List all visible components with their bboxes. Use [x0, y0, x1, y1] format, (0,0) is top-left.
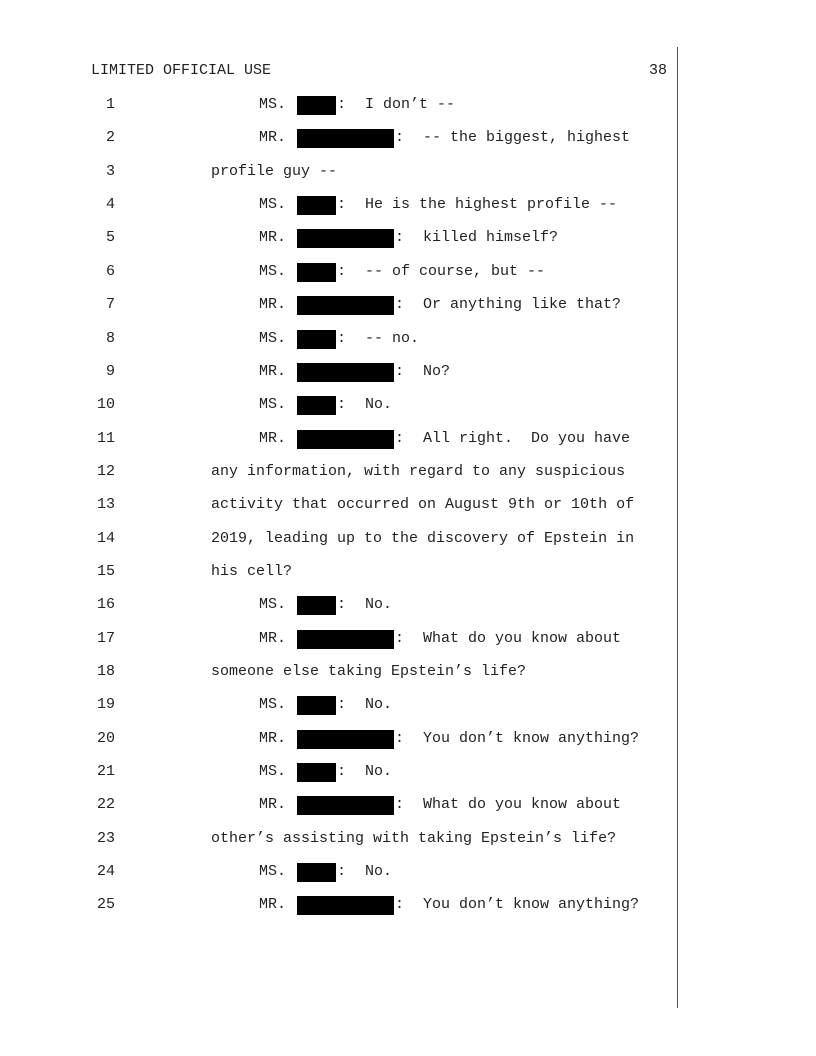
utterance-text: I don’t -- — [365, 96, 456, 113]
redaction-box — [297, 196, 336, 215]
transcript-line — [0, 196, 816, 220]
speaker-title: MS. — [259, 763, 287, 780]
redaction-box — [297, 730, 394, 749]
transcript-line — [0, 563, 816, 587]
line-number: 6 — [105, 262, 115, 280]
speaker-colon: : — [395, 629, 405, 647]
transcript-line — [0, 896, 816, 920]
transcript-line — [0, 796, 816, 820]
transcript-line — [0, 830, 816, 854]
redaction-box — [297, 630, 394, 649]
speaker-colon: : — [395, 896, 405, 914]
transcript-line — [0, 696, 816, 720]
continuation-text: other’s assisting with taking Epstein’s life? — [211, 829, 617, 847]
line-number: 20 — [96, 729, 115, 747]
transcript-line — [0, 763, 816, 787]
line-number: 16 — [96, 596, 115, 614]
utterance-text: What do you know about — [423, 629, 622, 647]
speaker-title: MR. — [259, 896, 287, 914]
line-number: 19 — [96, 696, 115, 714]
speaker-title: MS. — [259, 863, 287, 881]
transcript-line — [0, 396, 816, 420]
line-number: 4 — [105, 196, 115, 214]
speaker-title: MS. — [259, 696, 287, 714]
speaker-title: MR. — [259, 729, 287, 747]
redaction-box — [297, 330, 336, 349]
speaker-colon: : — [337, 262, 347, 280]
speaker-title: MR. — [259, 429, 287, 447]
utterance-text: No? — [423, 362, 451, 380]
line-number: 18 — [96, 663, 115, 680]
speaker-colon: : — [395, 796, 405, 814]
line-number: 17 — [96, 629, 115, 647]
speaker-title: MS. — [259, 196, 287, 214]
redaction-box — [297, 96, 336, 115]
line-number: 10 — [96, 396, 115, 414]
speaker-title: MR. — [259, 629, 287, 647]
line-number: 23 — [96, 829, 115, 847]
redaction-box — [297, 863, 336, 882]
line-number: 3 — [105, 162, 115, 180]
line-number: 9 — [105, 362, 115, 380]
redaction-box — [297, 396, 336, 415]
line-number: 24 — [96, 863, 115, 881]
line-number: 22 — [96, 796, 115, 814]
transcript-line — [0, 463, 816, 487]
continuation-text: someone else taking Epstein’s life? — [211, 663, 527, 680]
redaction-box — [297, 363, 394, 382]
speaker-colon: : — [337, 763, 347, 780]
utterance-text: -- of course, but -- — [365, 262, 546, 280]
transcript-line — [0, 129, 816, 153]
line-number: 1 — [105, 96, 115, 113]
speaker-title: MR. — [259, 296, 287, 314]
redaction-box — [297, 696, 336, 715]
speaker-title: MS. — [259, 396, 287, 414]
utterance-text: No. — [365, 696, 393, 714]
transcript-line — [0, 296, 816, 320]
speaker-colon: : — [395, 429, 405, 447]
speaker-colon: : — [337, 96, 347, 113]
line-number: 12 — [96, 462, 115, 480]
transcript-line — [0, 496, 816, 520]
continuation-text: profile guy -- — [211, 162, 338, 180]
speaker-title: MR. — [259, 229, 287, 247]
speaker-title: MR. — [259, 362, 287, 380]
transcript-line — [0, 863, 816, 887]
utterance-text: Or anything like that? — [423, 296, 622, 314]
page-number: 38 — [648, 62, 667, 79]
line-number: 7 — [105, 296, 115, 314]
line-number: 11 — [96, 429, 115, 447]
redaction-box — [297, 129, 394, 148]
speaker-colon: : — [337, 863, 347, 881]
line-number: 2 — [105, 129, 115, 147]
speaker-title: MR. — [259, 796, 287, 814]
speaker-colon: : — [395, 729, 405, 747]
utterance-text: He is the highest profile -- — [365, 196, 618, 214]
speaker-colon: : — [395, 229, 405, 247]
continuation-text: activity that occurred on August 9th or 10th of — [211, 496, 635, 514]
line-number: 15 — [96, 562, 115, 580]
transcript-line — [0, 596, 816, 620]
transcript-line — [0, 430, 816, 454]
speaker-colon: : — [337, 196, 347, 214]
redaction-box — [297, 596, 336, 615]
utterance-text: -- the biggest, highest — [423, 129, 631, 147]
line-number: 25 — [96, 896, 115, 914]
speaker-colon: : — [337, 596, 347, 614]
speaker-title: MS. — [259, 262, 287, 280]
speaker-title: MS. — [259, 329, 287, 347]
speaker-title: MS. — [259, 96, 287, 113]
utterance-text: What do you know about — [423, 796, 622, 814]
transcript-line — [0, 630, 816, 654]
classification-header: LIMITED OFFICIAL USE — [91, 62, 272, 79]
redaction-box — [297, 263, 336, 282]
redaction-box — [297, 229, 394, 248]
transcript-line — [0, 263, 816, 287]
transcript-line — [0, 229, 816, 253]
utterance-text: You don’t know anything? — [423, 896, 640, 914]
redaction-box — [297, 763, 336, 782]
continuation-text: 2019, leading up to the discovery of Epstein in — [211, 529, 635, 547]
speaker-colon: : — [337, 329, 347, 347]
continuation-text: any information, with regard to any suspicious — [211, 462, 626, 480]
utterance-text: -- no. — [365, 329, 420, 347]
utterance-text: You don’t know anything? — [423, 729, 640, 747]
redaction-box — [297, 796, 394, 815]
line-number: 14 — [96, 529, 115, 547]
utterance-text: All right. Do you have — [423, 429, 631, 447]
redaction-box — [297, 896, 394, 915]
speaker-colon: : — [337, 696, 347, 714]
utterance-text: No. — [365, 763, 393, 780]
utterance-text: No. — [365, 863, 393, 881]
line-number: 13 — [96, 496, 115, 514]
utterance-text: No. — [365, 596, 393, 614]
transcript-line — [0, 363, 816, 387]
transcript-line — [0, 96, 816, 120]
transcript-line — [0, 730, 816, 754]
speaker-colon: : — [395, 296, 405, 314]
transcript-line — [0, 530, 816, 554]
transcript-line — [0, 330, 816, 354]
line-number: 8 — [105, 329, 115, 347]
speaker-title: MS. — [259, 596, 287, 614]
utterance-text: No. — [365, 396, 393, 414]
speaker-colon: : — [395, 129, 405, 147]
line-number: 21 — [96, 763, 115, 780]
transcript-line — [0, 163, 816, 187]
continuation-text: his cell? — [211, 562, 293, 580]
speaker-title: MR. — [259, 129, 287, 147]
line-number: 5 — [105, 229, 115, 247]
redaction-box — [297, 430, 394, 449]
redaction-box — [297, 296, 394, 315]
utterance-text: killed himself? — [423, 229, 559, 247]
speaker-colon: : — [337, 396, 347, 414]
transcript-line — [0, 663, 816, 687]
speaker-colon: : — [395, 362, 405, 380]
